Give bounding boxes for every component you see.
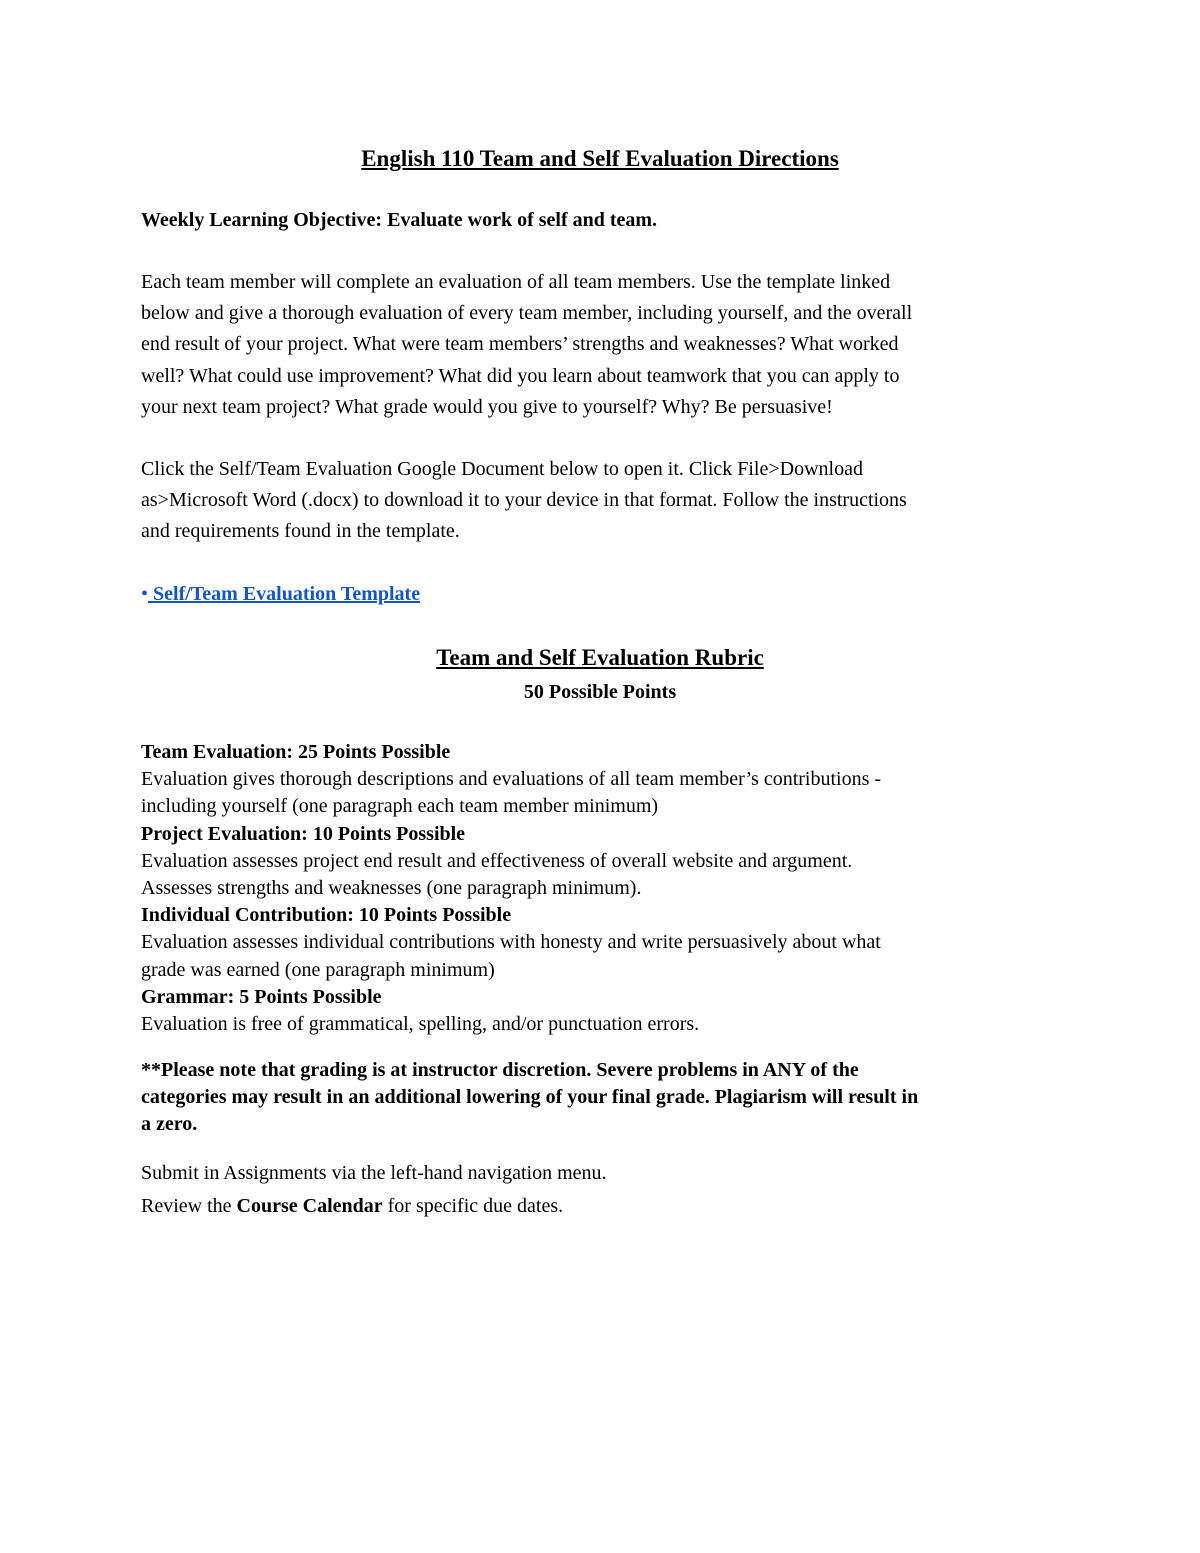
rubric-title: Team and Self Evaluation Rubric — [436, 645, 764, 670]
paragraph-line: your next team project? What grade would you give to yourself? Why? Be persuasive! — [141, 395, 833, 418]
submit-instructions: Submit in Assignments via the left-hand navigation menu. — [141, 1162, 607, 1184]
rubric-subtitle: 50 Possible Points — [523, 681, 677, 703]
course-calendar-label: Course Calendar — [236, 1194, 383, 1217]
paragraph-line: as>Microsoft Word (.docx) to download it to your device in that format. Follow the instructions — [141, 489, 907, 512]
template-link-item — [141, 579, 420, 609]
review-prefix: Review the — [141, 1194, 237, 1217]
criterion-description: Evaluation gives thorough descriptions and evaluations of all team member’s contributions - — [141, 768, 882, 791]
bullet-icon: • — [141, 583, 149, 605]
submission-info — [141, 1157, 607, 1222]
criterion-description: Evaluation assesses project end result and effectiveness of overall website and argument. — [141, 849, 853, 872]
learning-objective: Weekly Learning Objective: Evaluate work of self and team. — [141, 209, 658, 231]
paragraph-line: below and give a thorough evaluation of every team member, including yourself, and the overall — [141, 302, 913, 325]
criterion-description: Evaluation is free of grammatical, spelling, and/or punctuation errors. — [141, 1013, 700, 1036]
paragraph-line: end result of your project. What were team members’ strengths and weaknesses? What worked — [141, 333, 899, 356]
criterion-heading: Grammar: 5 Points Possible — [141, 985, 382, 1008]
criterion-description: grade was earned (one paragraph minimum) — [141, 958, 495, 981]
download-instructions-paragraph — [141, 454, 907, 548]
paragraph-line: Each team member will complete an evaluation of all team members. Use the template linked — [141, 271, 891, 293]
review-suffix: for specific due dates. — [382, 1194, 564, 1217]
criterion-heading: Individual Contribution: 10 Points Possible — [141, 904, 512, 927]
note-line: **Please note that grading is at instructor discretion. Severe problems in ANY of the — [141, 1059, 859, 1081]
page-title: English 110 Team and Self Evaluation Directions — [361, 146, 839, 171]
criterion-heading: Project Evaluation: 10 Points Possible — [141, 822, 466, 845]
instructions-paragraph — [141, 267, 912, 423]
paragraph-line: and requirements found in the template. — [141, 520, 460, 543]
note-line: categories may result in an additional lowering of your final grade. Plagiarism will result in — [141, 1086, 919, 1109]
criterion-description: Assesses strengths and weaknesses (one paragraph minimum). — [141, 877, 642, 900]
paragraph-line: well? What could use improvement? What did you learn about teamwork that you can apply to — [141, 364, 900, 387]
template-link[interactable]: Self/Team Evaluation Template — [148, 583, 421, 605]
grading-note — [141, 1057, 1066, 1139]
rubric-criteria — [141, 739, 881, 1038]
note-line: a zero. — [141, 1113, 198, 1136]
criterion-description: including yourself (one paragraph each team member minimum) — [141, 795, 659, 818]
criterion-description: Evaluation assesses individual contributions with honesty and write persuasively about what — [141, 931, 881, 954]
paragraph-line: Click the Self/Team Evaluation Google Document below to open it. Click File>Download — [141, 458, 863, 480]
criterion-heading: Team Evaluation: 25 Points Possible — [141, 741, 451, 763]
review-calendar-line — [141, 1190, 607, 1223]
